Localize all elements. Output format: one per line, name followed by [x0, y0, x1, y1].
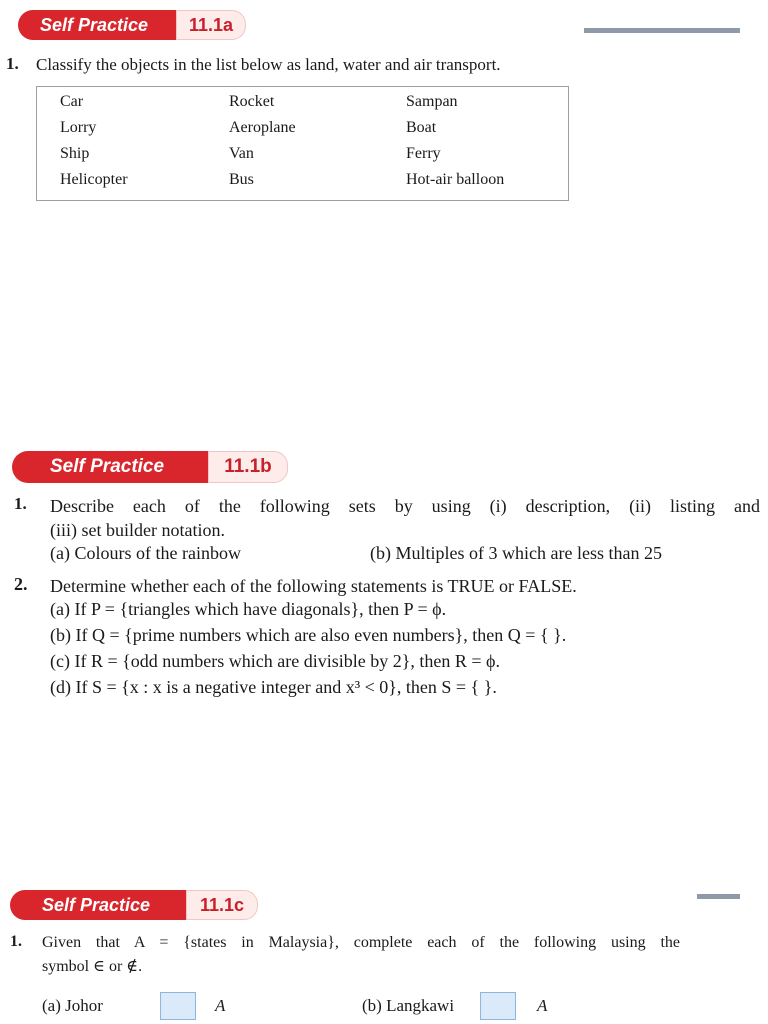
table-cell: Lorry	[60, 119, 97, 136]
header-rule	[584, 28, 740, 33]
table-cell: Car	[60, 93, 84, 110]
table-cell: Ferry	[406, 145, 441, 162]
set-a-label: A	[537, 996, 548, 1015]
part-a-label: (a) Johor	[42, 996, 103, 1015]
self-practice-badge-11-1c	[10, 890, 258, 920]
statement-item: (b) If Q = {prime numbers which are also even numbers}, then Q = { }.	[50, 625, 567, 645]
question-number: 2.	[14, 574, 28, 594]
badge-code: 11.1a	[176, 10, 246, 40]
badge-label: Self Practice	[18, 10, 176, 40]
question-number: 1.	[14, 494, 27, 513]
table-cell: Aeroplane	[229, 119, 296, 136]
question-text-line1: Describe each of the following sets by using (i) description, (ii) listing and	[50, 496, 760, 516]
set-a-label: A	[215, 996, 226, 1015]
part-b: (b) Multiples of 3 which are less than 25	[370, 543, 662, 563]
badge-code: 11.1c	[186, 890, 258, 920]
header-rule	[697, 894, 740, 899]
self-practice-badge-11-1b	[12, 451, 288, 483]
part-b-label: (b) Langkawi	[362, 996, 455, 1015]
question-text: Classify the objects in the list below as land, water and air transport.	[36, 55, 501, 74]
question-text-line1: Given that A = {states in Malaysia}, complete each of the following using the	[42, 934, 680, 951]
badge-code: 11.1b	[208, 451, 288, 483]
table-cell: Rocket	[229, 93, 275, 110]
question-number: 1.	[6, 54, 19, 73]
part-a: (a) Colours of the rainbow	[50, 543, 241, 563]
table-cell: Hot-air balloon	[406, 171, 505, 188]
question-number: 1.	[10, 933, 22, 950]
badge-label: Self Practice	[12, 451, 208, 483]
question-text-line2: (iii) set builder notation.	[50, 520, 225, 540]
statement-item: (a) If P = {triangles which have diagonals}, then P = ϕ.	[50, 599, 447, 619]
answer-box-a[interactable]	[160, 992, 196, 1020]
table-cell: Helicopter	[60, 171, 128, 188]
question-text-line2: symbol ∈ or ∉.	[42, 958, 143, 975]
statement-item: (d) If S = {x : x is a negative integer and x³ < 0}, then S = { }.	[50, 677, 497, 697]
table-cell: Sampan	[406, 93, 458, 110]
statement-item: (c) If R = {odd numbers which are divisible by 2}, then R = ϕ.	[50, 651, 500, 671]
table-cell: Boat	[406, 119, 437, 136]
answer-box-b[interactable]	[480, 992, 516, 1020]
question-text: Determine whether each of the following statements is TRUE or FALSE.	[50, 576, 577, 596]
table-cell: Bus	[229, 171, 254, 188]
badge-label: Self Practice	[10, 890, 186, 920]
self-practice-badge-11-1a	[18, 10, 246, 40]
table-cell: Ship	[60, 145, 90, 162]
table-cell: Van	[229, 145, 254, 162]
